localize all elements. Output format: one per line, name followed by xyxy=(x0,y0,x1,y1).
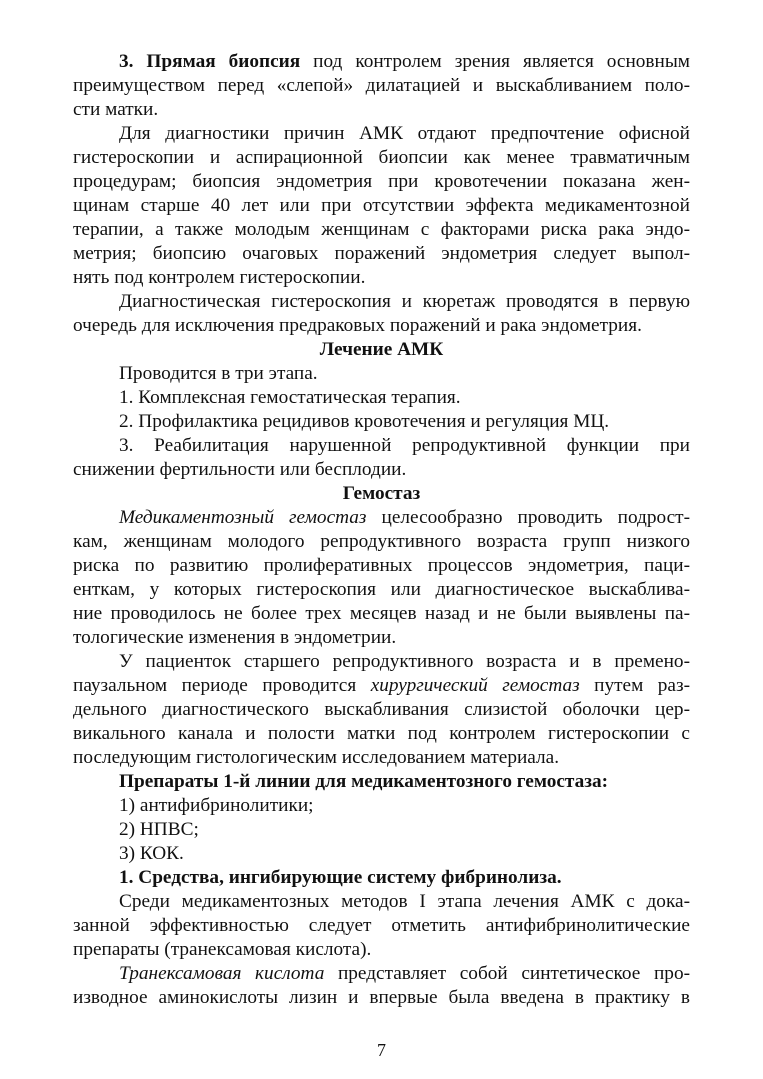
text-line: препараты (транексамовая кислота). xyxy=(73,939,372,960)
list-item: 2) НПВС; xyxy=(119,819,199,840)
treatment-heading: Лечение АМК xyxy=(319,339,444,360)
text-line: процедурам; биопсия эндометрия при кровотечении показана жен- xyxy=(73,171,690,192)
page-number: 7 xyxy=(377,1040,386,1060)
text-line: риска по развитию пролиферативных процессов эндометрия, паци- xyxy=(73,555,690,576)
treatment-intro: Проводится в три этапа. xyxy=(119,363,318,384)
text-line: тологические изменения в эндометрии. xyxy=(73,627,397,648)
text-line: сти матки. xyxy=(73,99,159,120)
text-line: Среди медикаментозных методов I этапа лечения АМК с дока- xyxy=(119,891,690,912)
surgical-hemostasis-term: хирургический гемостаз xyxy=(370,675,580,696)
text-line: ние проводилось не более трех месяцев назад и не были выявлены па- xyxy=(73,603,690,624)
text-line: преимуществом перед «слепой» дилатацией и выскабливанием поло- xyxy=(73,75,690,96)
text-line: Медикаментозный гемостаз целесообразно проводить подрост- xyxy=(119,507,691,528)
hemostasis-heading: Гемостаз xyxy=(342,483,421,504)
text-line: дельного диагностического выскабливания слизистой оболочки цер- xyxy=(73,699,690,720)
text-line: терапии, а также молодым женщинам с факторами риска рака эндо- xyxy=(73,219,690,240)
treatment-step: 2. Профилактика рецидивов кровотечения и регуляция МЦ. xyxy=(119,411,610,432)
biopsy-heading: 3. Прямая биопсия xyxy=(119,51,301,72)
treatment-step: 1. Комплексная гемостатическая терапия. xyxy=(119,387,461,408)
text-line: гистероскопии и аспирационной биопсии как менее травматичным xyxy=(73,147,690,168)
tranexamic-acid-term: Транексамовая кислота xyxy=(119,963,325,984)
text-line: снижении фертильности или бесплодии. xyxy=(73,459,407,480)
list-item: 3) КОК. xyxy=(119,843,184,864)
text-line: щинам старше 40 лет или при отсутствии эффекта медикаментозной xyxy=(73,195,690,216)
text-line: енткам, у которых гистероскопия или диагностическое выскаблива- xyxy=(73,579,690,600)
text-line: викального канала и полости матки под контролем гистероскопии с xyxy=(73,723,690,744)
text-line: Транексамовая кислота представляет собой синтетическое про- xyxy=(119,963,691,984)
fibrinolysis-heading: 1. Средства, ингибирующие систему фибринолиза. xyxy=(119,867,562,888)
surgical-hemostasis-paragraph xyxy=(73,650,690,770)
text-line: 3. Прямая биопсия под контролем зрения является основным xyxy=(119,51,690,72)
first-line-drugs-heading: Препараты 1-й линии для медикаментозного гемостаза: xyxy=(119,771,609,792)
text-line: Для диагностики причин АМК отдают предпочтение офисной xyxy=(119,123,690,144)
text-line: метрия; биопсию очаговых поражений эндометрия следует выпол- xyxy=(73,243,690,264)
text-line: Диагностическая гистероскопия и кюретаж проводятся в первую xyxy=(119,291,690,312)
text-line: очередь для исключения предраковых поражений и рака эндометрия. xyxy=(73,315,642,336)
treatment-step: 3. Реабилитация нарушенной репродуктивной функции при xyxy=(119,435,690,456)
text-line: изводное аминокислоты лизин и впервые была введена в практику в xyxy=(73,987,690,1008)
text-line: кам, женщинам молодого репродуктивного возраста групп низкого xyxy=(73,531,690,552)
medical-hemostasis-paragraph xyxy=(73,506,690,650)
text-line: паузальном периоде проводится хирургический гемостаз путем раз- xyxy=(73,675,690,696)
curettage-paragraph xyxy=(73,290,690,338)
diagnostics-paragraph xyxy=(73,122,690,290)
document-page xyxy=(73,50,690,1010)
text-line: последующим гистологическим исследованием материала. xyxy=(73,747,560,768)
biopsy-paragraph xyxy=(73,50,690,122)
text-line: занной эффективностью следует отметить антифибринолитические xyxy=(73,915,690,936)
list-item: 1) антифибринолитики; xyxy=(119,795,314,816)
text-line: нять под контролем гистероскопии. xyxy=(73,267,366,288)
text-line: У пациенток старшего репродуктивного возраста и в премено- xyxy=(119,651,690,672)
medical-hemostasis-term: Медикаментозный гемостаз xyxy=(119,507,367,528)
